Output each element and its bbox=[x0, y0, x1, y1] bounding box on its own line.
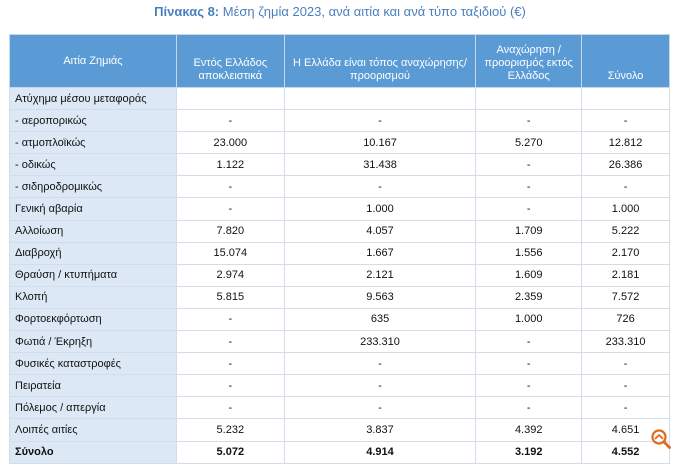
cause-cell: Σύνολο bbox=[10, 441, 177, 463]
value-cell: 4.392 bbox=[476, 419, 582, 441]
header-total: Σύνολο bbox=[582, 35, 670, 88]
value-cell: 5.222 bbox=[582, 220, 670, 242]
value-cell bbox=[284, 88, 476, 110]
value-cell: - bbox=[176, 397, 284, 419]
table-row bbox=[10, 242, 670, 264]
cause-cell: - σιδηροδρομικώς bbox=[10, 176, 177, 198]
value-cell: - bbox=[476, 198, 582, 220]
value-cell: 726 bbox=[582, 308, 670, 330]
value-cell: - bbox=[582, 110, 670, 132]
value-cell: - bbox=[476, 154, 582, 176]
value-cell: - bbox=[476, 331, 582, 353]
cause-cell: - ατμοπλοϊκώς bbox=[10, 132, 177, 154]
value-cell: 9.563 bbox=[284, 286, 476, 308]
cause-cell: - αεροπορικώς bbox=[10, 110, 177, 132]
cause-cell: Πόλεμος / απεργία bbox=[10, 397, 177, 419]
value-cell: 26.386 bbox=[582, 154, 670, 176]
value-cell: 2.170 bbox=[582, 242, 670, 264]
value-cell: - bbox=[582, 375, 670, 397]
value-cell: 15.074 bbox=[176, 242, 284, 264]
value-cell: 1.000 bbox=[284, 198, 476, 220]
table-row bbox=[10, 176, 670, 198]
cause-cell: Φωτιά / Έκρηξη bbox=[10, 331, 177, 353]
value-cell: 233.310 bbox=[582, 331, 670, 353]
caption-text: Μέση ζημία 2023, ανά αιτία και ανά τύπο ταξιδιού (€) bbox=[219, 4, 526, 19]
value-cell: - bbox=[176, 375, 284, 397]
header-cause: Αιτία Ζημιάς bbox=[10, 35, 177, 88]
value-cell bbox=[582, 88, 670, 110]
value-cell bbox=[476, 88, 582, 110]
damage-table bbox=[9, 34, 670, 464]
table-row bbox=[10, 397, 670, 419]
value-cell: - bbox=[176, 308, 284, 330]
value-cell: 5.232 bbox=[176, 419, 284, 441]
table-row bbox=[10, 308, 670, 330]
value-cell: 4.651 bbox=[582, 419, 670, 441]
value-cell: 23.000 bbox=[176, 132, 284, 154]
value-cell: 1.122 bbox=[176, 154, 284, 176]
value-cell: 31.438 bbox=[284, 154, 476, 176]
value-cell: 1.667 bbox=[284, 242, 476, 264]
value-cell: 2.181 bbox=[582, 264, 670, 286]
value-cell: 10.167 bbox=[284, 132, 476, 154]
header-domestic: Εντός Ελλάδος αποκλειστικά bbox=[176, 35, 284, 88]
value-cell: 5.072 bbox=[176, 441, 284, 463]
table-row bbox=[10, 198, 670, 220]
table-row bbox=[10, 375, 670, 397]
value-cell: - bbox=[284, 110, 476, 132]
table-caption bbox=[0, 4, 680, 19]
value-cell: - bbox=[476, 176, 582, 198]
value-cell: 1.709 bbox=[476, 220, 582, 242]
cause-cell: Θραύση / κτυπήματα bbox=[10, 264, 177, 286]
value-cell: - bbox=[176, 110, 284, 132]
value-cell: 1.000 bbox=[476, 308, 582, 330]
table-row bbox=[10, 286, 670, 308]
value-cell: - bbox=[284, 353, 476, 375]
table-row bbox=[10, 154, 670, 176]
header-greece-endpoint: Η Ελλάδα είναι τόπος αναχώρησης/προορισμού bbox=[284, 35, 476, 88]
value-cell: - bbox=[582, 353, 670, 375]
value-cell: - bbox=[176, 353, 284, 375]
value-cell: 3.837 bbox=[284, 419, 476, 441]
table-row bbox=[10, 132, 670, 154]
table-row bbox=[10, 110, 670, 132]
value-cell: 1.000 bbox=[582, 198, 670, 220]
cause-cell: Διαβροχή bbox=[10, 242, 177, 264]
cause-cell: Λοιπές αιτίες bbox=[10, 419, 177, 441]
table-row bbox=[10, 419, 670, 441]
value-cell: - bbox=[284, 375, 476, 397]
header-abroad: Αναχώρηση / προορισμός εκτός Ελλάδος bbox=[476, 35, 582, 88]
value-cell: - bbox=[284, 176, 476, 198]
cause-cell: Ατύχημα μέσου μεταφοράς bbox=[10, 88, 177, 110]
value-cell: - bbox=[176, 198, 284, 220]
table-row bbox=[10, 331, 670, 353]
table-row bbox=[10, 353, 670, 375]
value-cell: - bbox=[476, 353, 582, 375]
header-row bbox=[10, 35, 670, 88]
cause-cell: - οδικώς bbox=[10, 154, 177, 176]
value-cell: 3.192 bbox=[476, 441, 582, 463]
value-cell: - bbox=[284, 397, 476, 419]
cause-cell: Φορτοεκφόρτωση bbox=[10, 308, 177, 330]
caption-lead: Πίνακας 8: bbox=[154, 4, 220, 19]
value-cell: - bbox=[176, 176, 284, 198]
value-cell: 2.121 bbox=[284, 264, 476, 286]
table-row bbox=[10, 88, 670, 110]
zoom-magnifier-logo-icon bbox=[650, 428, 672, 450]
value-cell: 1.556 bbox=[476, 242, 582, 264]
value-cell bbox=[176, 88, 284, 110]
value-cell: 5.815 bbox=[176, 286, 284, 308]
cause-cell: Πειρατεία bbox=[10, 375, 177, 397]
value-cell: - bbox=[476, 110, 582, 132]
value-cell: - bbox=[176, 331, 284, 353]
cause-cell: Γενική αβαρία bbox=[10, 198, 177, 220]
value-cell: 4.552 bbox=[582, 441, 670, 463]
value-cell: 4.914 bbox=[284, 441, 476, 463]
value-cell: - bbox=[476, 397, 582, 419]
total-row bbox=[10, 441, 670, 463]
value-cell: 4.057 bbox=[284, 220, 476, 242]
cause-cell: Κλοπή bbox=[10, 286, 177, 308]
value-cell: 1.609 bbox=[476, 264, 582, 286]
value-cell: - bbox=[476, 375, 582, 397]
cause-cell: Αλλοίωση bbox=[10, 220, 177, 242]
value-cell: - bbox=[582, 176, 670, 198]
value-cell: 12.812 bbox=[582, 132, 670, 154]
value-cell: - bbox=[582, 397, 670, 419]
value-cell: 233.310 bbox=[284, 331, 476, 353]
value-cell: 7.572 bbox=[582, 286, 670, 308]
value-cell: 5.270 bbox=[476, 132, 582, 154]
value-cell: 635 bbox=[284, 308, 476, 330]
table-row bbox=[10, 220, 670, 242]
value-cell: 2.359 bbox=[476, 286, 582, 308]
table-row bbox=[10, 264, 670, 286]
value-cell: 2.974 bbox=[176, 264, 284, 286]
value-cell: 7.820 bbox=[176, 220, 284, 242]
cause-cell: Φυσικές καταστροφές bbox=[10, 353, 177, 375]
